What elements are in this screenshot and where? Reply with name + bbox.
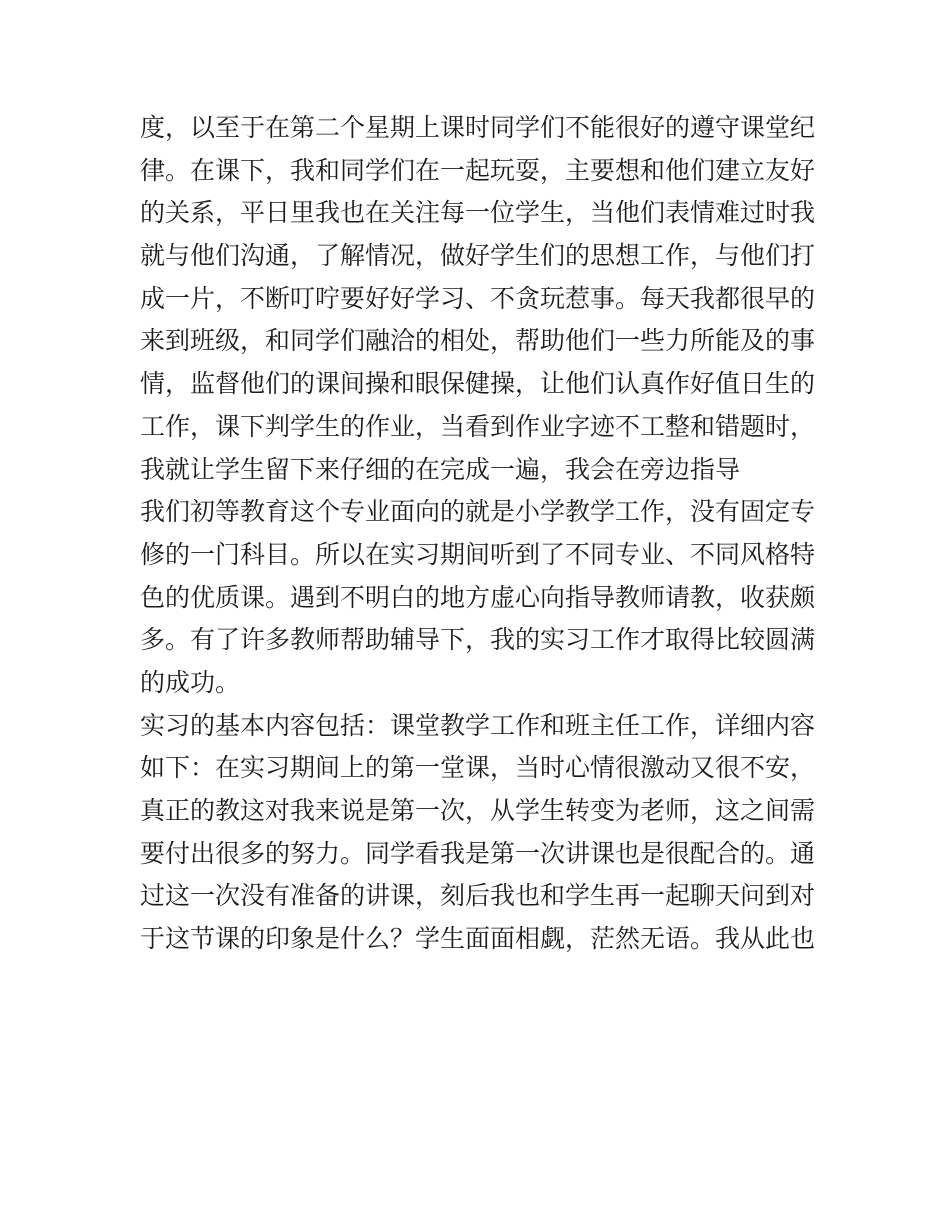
text-line: 来到班级，和同学们融洽的相处，帮助他们一些力所能及的事 xyxy=(140,326,816,356)
text-line: 要付出很多的努力。同学看我是第一次讲课也是很配合的。通 xyxy=(140,838,816,868)
text-line: 多。有了许多教师帮助辅导下，我的实习工作才取得比较圆满 xyxy=(140,625,816,655)
text-line: 实习的基本内容包括：课堂教学工作和班主任工作，详细内容 xyxy=(140,710,816,740)
text-line: 我就让学生留下来仔细的在完成一遍，我会在旁边指导 xyxy=(140,454,741,484)
text-line: 于这节课的印象是什么？学生面面相觑，茫然无语。我从此也 xyxy=(140,924,816,954)
text-line: 如下：在实习期间上的第一堂课，当时心情很激动又很不安， xyxy=(140,753,816,783)
body-text xyxy=(140,107,820,961)
text-line: 修的一门科目。所以在实习期间听到了不同专业、不同风格特 xyxy=(140,539,816,569)
text-line: 就与他们沟通，了解情况，做好学生们的思想工作，与他们打 xyxy=(140,241,816,271)
text-line: 工作，课下判学生的作业，当看到作业字迹不工整和错题时， xyxy=(140,411,816,441)
text-line: 的关系，平日里我也在关注每一位学生，当他们表情难过时我 xyxy=(140,198,816,228)
text-line: 的成功。 xyxy=(140,667,241,697)
text-line: 我们初等教育这个专业面向的就是小学教学工作，没有固定专 xyxy=(140,497,816,527)
text-line: 律。在课下，我和同学们在一起玩耍，主要想和他们建立友好 xyxy=(140,155,816,185)
text-line: 情，监督他们的课间操和眼保健操，让他们认真作好值日生的 xyxy=(140,369,816,399)
text-line: 色的优质课。遇到不明白的地方虚心向指导教师请教，收获颇 xyxy=(140,582,816,612)
text-line: 成一片，不断叮咛要好好学习、不贪玩惹事。每天我都很早的 xyxy=(140,283,816,313)
text-line: 度，以至于在第二个星期上课时同学们不能很好的遵守课堂纪 xyxy=(140,113,816,142)
text-line: 真正的教这对我来说是第一次，从学生转变为老师，这之间需 xyxy=(140,796,816,825)
text-line: 过这一次没有准备的讲课，刻后我也和学生再一起聊天问到对 xyxy=(140,881,816,911)
